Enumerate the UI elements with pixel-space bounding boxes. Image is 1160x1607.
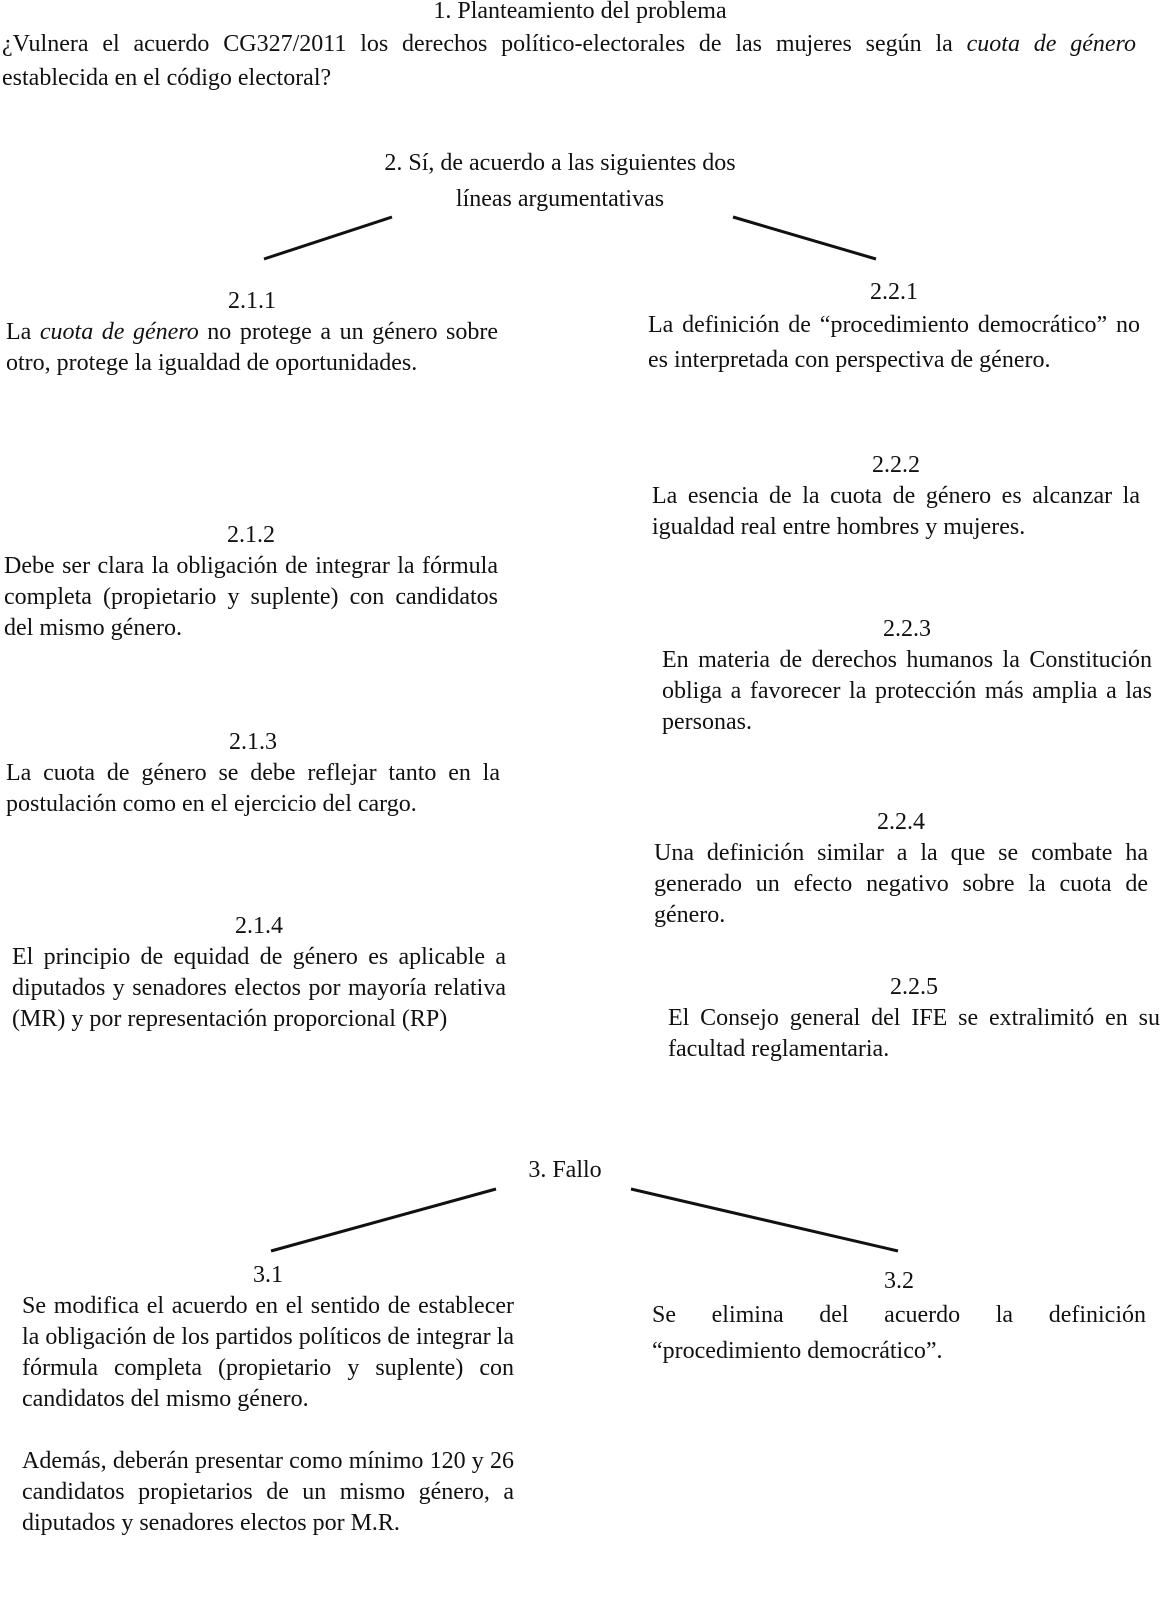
- item-3-1: [22, 1260, 514, 1539]
- item-2-2-2: [652, 450, 1140, 543]
- item-text: La cuota de género no protege a un género sobre otro, protege la igualdad de oportunidades.: [6, 319, 498, 376]
- item-text: La cuota de género se debe reflejar tanto en la postulación como en el ejercicio del cargo.: [6, 760, 500, 817]
- connector-3-left: [271, 1189, 496, 1251]
- connector-2-left: [264, 217, 392, 259]
- paragraph-gap: [22, 1415, 514, 1446]
- item-text: Debe ser clara la obligación de integrar la fórmula completa (propietario y suplente) con candidatos del mismo género.: [4, 553, 498, 641]
- item-text: La definición de “procedimiento democrático” no es interpretada con perspectiva de género.: [648, 312, 1140, 373]
- question-em: cuota de género: [966, 31, 1137, 57]
- problem-question: [2, 27, 1136, 95]
- item-number: 2.2.4: [877, 809, 925, 835]
- section3-heading: 3. Fallo: [528, 1157, 602, 1183]
- item-2-1-4: [12, 911, 506, 1035]
- question-part1: ¿Vulnera el acuerdo CG327/2011 los derechos político-electorales de las mujeres según la: [2, 31, 967, 57]
- item-number: 2.1.4: [235, 913, 283, 939]
- item-number: 2.1.1: [228, 288, 276, 314]
- section2-heading-line2: líneas argumentativas: [455, 186, 665, 212]
- section1-heading: 1. Planteamiento del problema: [433, 0, 727, 24]
- connector-3-right: [631, 1189, 898, 1251]
- section2-heading-line1: 2. Sí, de acuerdo a las siguientes dos: [384, 150, 736, 176]
- item-number: 2.2.3: [883, 616, 931, 642]
- connector-2-right: [733, 217, 876, 259]
- item-text-para1: Se modifica el acuerdo en el sentido de establecer la obligación de los partidos políticos de integrar la fórmula completa (propietario y suplente) con candidatos del mismo género.: [22, 1293, 514, 1412]
- item-2-1-1: [6, 286, 498, 379]
- item-number: 2.2.1: [870, 279, 918, 305]
- item-text: Se elimina del acuerdo la definición “procedimiento democrático”.: [652, 1302, 1146, 1364]
- item-number: 2.2.2: [872, 452, 920, 478]
- item-number: 3.1: [253, 1262, 283, 1288]
- item-number: 2.1.2: [227, 522, 275, 548]
- question-part2: establecida en el código electoral?: [2, 65, 332, 91]
- item-2-2-1: [648, 277, 1140, 378]
- item-text-para2: Además, deberán presentar como mínimo 120 y 26 candidatos propietarios de un mismo género, a diputados y senadores electos por M.R.: [22, 1448, 514, 1536]
- item-text: En materia de derechos humanos la Constitución obliga a favorecer la protección más amplia a las personas.: [662, 647, 1152, 735]
- item-2-2-4: [654, 807, 1148, 931]
- item-2-2-3: [662, 614, 1152, 738]
- item-2-1-3: [6, 727, 500, 820]
- item-number: 2.1.3: [229, 729, 277, 755]
- item-number: 2.2.5: [890, 974, 938, 1000]
- item-text: La esencia de la cuota de género es alcanzar la igualdad real entre hombres y mujeres.: [652, 483, 1140, 540]
- item-number: 3.2: [884, 1268, 914, 1294]
- item-text: El Consejo general del IFE se extralimitó en su facultad reglamentaria.: [668, 1005, 1160, 1062]
- item-2-1-2: [4, 520, 498, 644]
- item-text: El principio de equidad de género es aplicable a diputados y senadores electos por mayoría relativa (MR) y por representación proporcional (RP): [12, 944, 506, 1032]
- item-2-2-5: [668, 972, 1160, 1065]
- item-text: Una definición similar a la que se combate ha generado un efecto negativo sobre la cuota de género.: [654, 840, 1148, 928]
- item-em: cuota de género: [39, 319, 199, 345]
- item-3-2: [652, 1266, 1146, 1369]
- section2-heading: [340, 145, 780, 217]
